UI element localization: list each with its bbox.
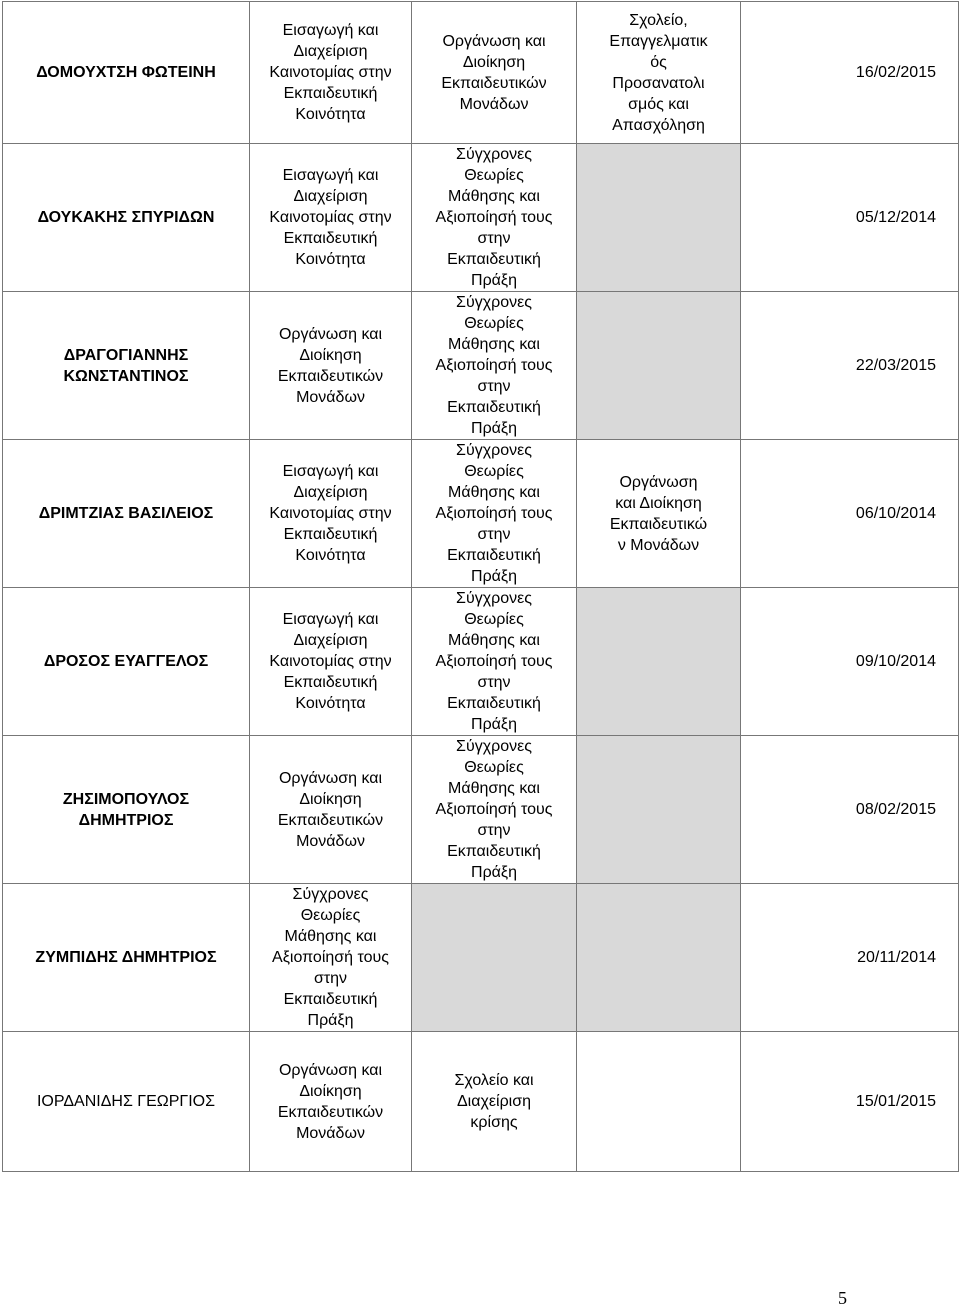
name-cell: ΔΟΥΚΑΚΗΣ ΣΠΥΡΙΔΩΝ [3,144,250,292]
date-cell: 08/02/2015 [741,736,959,884]
name-cell: ΖΗΣΙΜΟΠΟΥΛΟΣ ΔΗΜΗΤΡΙΟΣ [3,736,250,884]
empty-cell [577,144,741,292]
table-row [3,588,959,736]
date-cell: 05/12/2014 [741,144,959,292]
course-cell: Σύγχρονες Θεωρίες Μάθησης και Αξιοποίησή τους στην Εκπαιδευτική Πράξη [412,144,577,292]
course-cell: Σύγχρονες Θεωρίες Μάθησης και Αξιοποίησή τους στην Εκπαιδευτική Πράξη [412,292,577,440]
name-cell: ΔΡΙΜΤΖΙΑΣ ΒΑΣΙΛΕΙΟΣ [3,440,250,588]
course-cell: Οργάνωση και Διοίκηση Εκπαιδευτικών Μονάδων [250,292,412,440]
empty-cell [577,292,741,440]
date-cell: 09/10/2014 [741,588,959,736]
table-row [3,292,959,440]
course-cell: Οργάνωση και Διοίκηση Εκπαιδευτικώ ν Μονάδων [577,440,741,588]
name-cell: ΙΟΡΔΑΝΙΔΗΣ ΓΕΩΡΓΙΟΣ [3,1032,250,1172]
table-row [3,736,959,884]
course-cell: Σύγχρονες Θεωρίες Μάθησης και Αξιοποίησή τους στην Εκπαιδευτική Πράξη [412,588,577,736]
course-cell: Εισαγωγή και Διαχείριση Καινοτομίας στην Εκπαιδευτική Κοινότητα [250,2,412,144]
course-cell: Εισαγωγή και Διαχείριση Καινοτομίας στην Εκπαιδευτική Κοινότητα [250,144,412,292]
date-cell: 16/02/2015 [741,2,959,144]
empty-cell [412,884,577,1032]
date-cell: 06/10/2014 [741,440,959,588]
empty-cell [577,884,741,1032]
date-cell: 22/03/2015 [741,292,959,440]
course-cell: Οργάνωση και Διοίκηση Εκπαιδευτικών Μονάδων [250,736,412,884]
table-row [3,1032,959,1172]
training-table [2,1,959,1172]
course-cell: Εισαγωγή και Διαχείριση Καινοτομίας στην Εκπαιδευτική Κοινότητα [250,588,412,736]
course-cell: Σύγχρονες Θεωρίες Μάθησης και Αξιοποίησή τους στην Εκπαιδευτική Πράξη [412,736,577,884]
name-cell: ΔΟΜΟΥΧΤΣΗ ΦΩΤΕΙΝΗ [3,2,250,144]
table-row [3,144,959,292]
empty-cell [577,1032,741,1172]
course-cell: Εισαγωγή και Διαχείριση Καινοτομίας στην Εκπαιδευτική Κοινότητα [250,440,412,588]
course-cell: Οργάνωση και Διοίκηση Εκπαιδευτικών Μονάδων [250,1032,412,1172]
course-cell: Σύγχρονες Θεωρίες Μάθησης και Αξιοποίησή τους στην Εκπαιδευτική Πράξη [412,440,577,588]
date-cell: 15/01/2015 [741,1032,959,1172]
course-cell: Σχολείο, Επαγγελματικ ός Προσανατολι σμός και Απασχόληση [577,2,741,144]
date-cell: 20/11/2014 [741,884,959,1032]
course-cell: Σύγχρονες Θεωρίες Μάθησης και Αξιοποίησή τους στην Εκπαιδευτική Πράξη [250,884,412,1032]
name-cell: ΔΡΑΓΟΓΙΑΝΝΗΣ ΚΩΝΣΤΑΝΤΙΝΟΣ [3,292,250,440]
table-row [3,884,959,1032]
course-cell: Οργάνωση και Διοίκηση Εκπαιδευτικών Μονάδων [412,2,577,144]
empty-cell [577,736,741,884]
name-cell: ΔΡΟΣΟΣ ΕΥΑΓΓΕΛΟΣ [3,588,250,736]
table-row [3,2,959,144]
name-cell: ΖΥΜΠΙΔΗΣ ΔΗΜΗΤΡΙΟΣ [3,884,250,1032]
page-number: 5 [838,1288,847,1308]
table-row [3,440,959,588]
course-cell: Σχολείο και Διαχείριση κρίσης [412,1032,577,1172]
empty-cell [577,588,741,736]
